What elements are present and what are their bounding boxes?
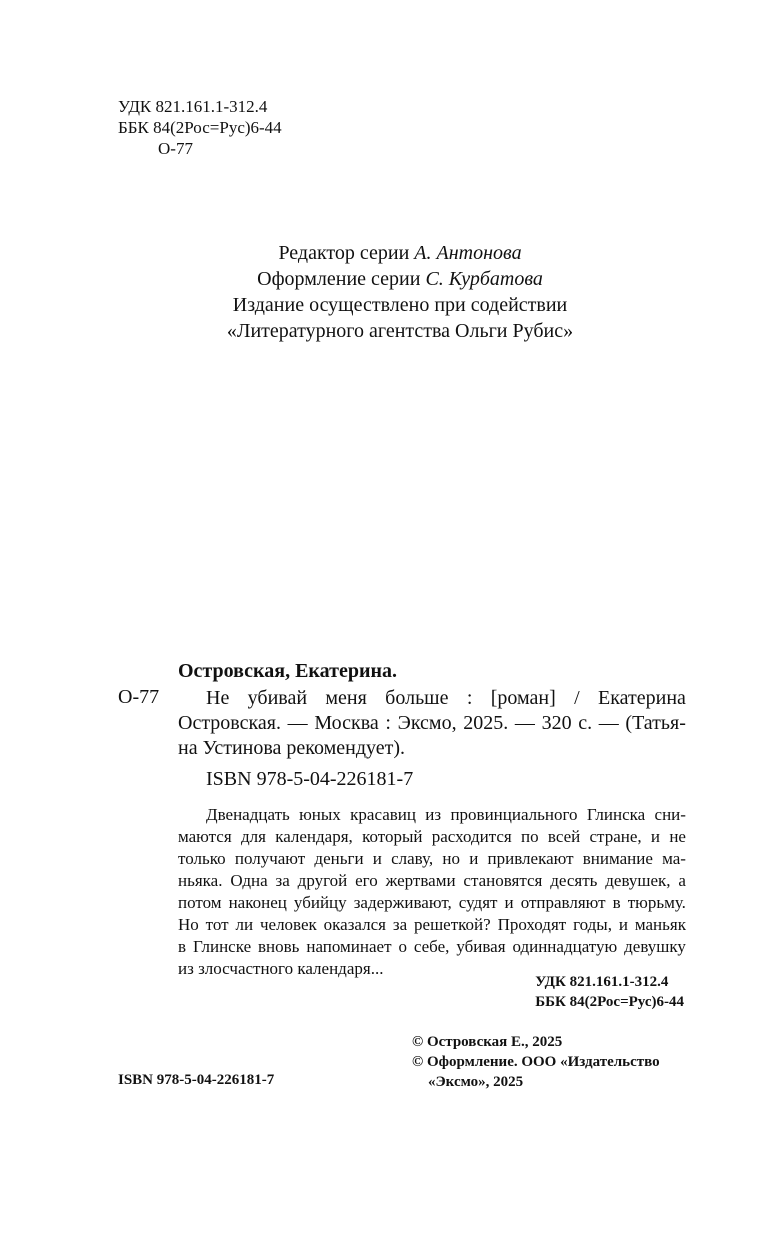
word: меня: [325, 687, 367, 709]
annotation-word: его: [355, 871, 378, 890]
annotation: [178, 804, 686, 980]
word: /: [574, 687, 580, 709]
annotation-word: только: [178, 849, 226, 868]
credits-block: [0, 240, 768, 344]
annotation-word: провинциального: [450, 805, 578, 824]
annotation-word: оказался: [323, 915, 386, 934]
annotation-word: жертвами: [385, 871, 456, 890]
annotation-line: [178, 826, 686, 848]
isbn-bottom: ISBN 978-5-04-226181-7: [118, 1072, 275, 1088]
annotation-word: для: [240, 827, 266, 846]
annotation-word: сни-: [654, 805, 686, 824]
annotation-last-line: из злосчастного календаря...: [178, 959, 384, 978]
annotation-word: Глинска: [586, 805, 646, 824]
annotation-word: и: [372, 849, 382, 868]
annotation-word: тот: [205, 915, 229, 934]
annotation-word: девушку: [624, 937, 686, 956]
word: [роман]: [490, 687, 556, 709]
word: —: [598, 712, 619, 734]
series-design-label: Оформление серии: [257, 268, 421, 290]
annotation-word: в: [178, 937, 187, 956]
annotation-word: задерживают,: [353, 893, 452, 912]
catalog-description: [178, 686, 686, 761]
annotation-word: деньги: [314, 849, 364, 868]
annotation-word: славу,: [391, 849, 434, 868]
word: 320: [541, 712, 572, 734]
annotation-word: и: [650, 827, 661, 846]
annotation-word: человек: [259, 915, 317, 934]
annotation-word: всей: [547, 827, 581, 846]
annotation-line: [178, 804, 686, 826]
annotation-word: убивая: [456, 937, 506, 956]
annotation-word: тюрьму.: [627, 893, 686, 912]
series-editor-label: Редактор серии: [278, 242, 410, 264]
annotation-word: и: [504, 893, 514, 912]
annotation-word: становятся: [463, 871, 543, 890]
catalog-code: О-77: [118, 686, 160, 708]
annotation-word: юных: [299, 805, 341, 824]
word: :: [466, 687, 473, 709]
annotation-line: [178, 936, 686, 958]
word: :: [385, 712, 391, 734]
annotation-word: привлекают: [487, 849, 574, 868]
annotation-word: судят: [458, 893, 498, 912]
annotation-word: Глинске: [192, 937, 252, 956]
annotation-word: который: [362, 827, 423, 846]
series-editor: [0, 240, 768, 266]
bbk-code: ББК 84(2Рос=Рус)6-44: [118, 118, 282, 137]
annotation-line: [178, 870, 686, 892]
annotation-word: получают: [234, 849, 306, 868]
annotation-word: стране,: [589, 827, 642, 846]
annotation-word: внимание: [582, 849, 653, 868]
catalog-line-3: на Устинова рекомендует).: [178, 737, 406, 759]
assist-line-2: «Литературного агентства Ольги Рубис»: [226, 320, 574, 342]
word: убивай: [247, 687, 308, 709]
word: (Татья-: [625, 712, 686, 734]
classification-bbk: ББК 84(2Рос=Рус)6-44: [535, 994, 684, 1010]
copyright-design: © Оформление. ООО «Издательство: [412, 1054, 660, 1070]
annotation-word: не: [669, 827, 686, 846]
annotation-word: календаря,: [275, 827, 353, 846]
annotation-word: за: [392, 915, 408, 934]
series-design: [0, 266, 768, 292]
word: с.: [578, 712, 593, 734]
annotation-word: а: [678, 871, 686, 890]
annotation-word: отправляют: [520, 893, 606, 912]
word: Эксмо,: [397, 712, 457, 734]
annotation-line: [178, 848, 686, 870]
annotation-word: Двенадцать: [206, 805, 290, 824]
word: Москва: [314, 712, 379, 734]
annotation-word: убийцу: [293, 893, 347, 912]
annotation-word: но: [442, 849, 460, 868]
annotation-word: Проходят: [497, 915, 567, 934]
annotation-word: себе,: [413, 937, 450, 956]
copyright-author: © Островская Е., 2025: [412, 1034, 563, 1050]
series-design-name: С. Курбатова: [425, 268, 543, 290]
annotation-word: другой: [297, 871, 348, 890]
catalog-isbn: ISBN 978-5-04-226181-7: [206, 768, 414, 790]
annotation-word: решеткой?: [414, 915, 491, 934]
annotation-word: о: [398, 937, 407, 956]
catalog-line-1: [178, 686, 686, 711]
annotation-line: [178, 892, 686, 914]
word: Не: [206, 687, 230, 709]
annotation-word: одиннадцатую: [512, 937, 618, 956]
annotation-word: напоминает: [306, 937, 392, 956]
annotation-word: в: [612, 893, 621, 912]
annotation-word: по: [521, 827, 539, 846]
assist-line-1: Издание осуществлено при содействии: [232, 294, 568, 316]
author-sign: О-77: [158, 139, 193, 158]
word: Екатерина: [598, 687, 686, 709]
annotation-word: вновь: [258, 937, 300, 956]
copyright-block: [412, 1032, 660, 1092]
udk-code: УДК 821.161.1-312.4: [118, 97, 268, 116]
catalog-author: Островская, Екатерина.: [178, 660, 398, 682]
annotation-word: десять: [550, 871, 598, 890]
copyright-publisher: «Эксмо», 2025: [428, 1074, 524, 1090]
annotation-word: Одна: [230, 871, 268, 890]
annotation-word: наконец: [228, 893, 287, 912]
annotation-word: потом: [178, 893, 222, 912]
word: 2025.: [463, 712, 509, 734]
annotation-word: красавиц: [350, 805, 416, 824]
annotation-word: девушек,: [605, 871, 671, 890]
catalog-line-2: [178, 711, 686, 736]
annotation-word: годы,: [573, 915, 612, 934]
series-editor-name: А. Антонова: [414, 242, 522, 264]
classification-udk: УДК 821.161.1-312.4: [535, 974, 669, 990]
annotation-word: за: [275, 871, 290, 890]
annotation-word: Но: [178, 915, 199, 934]
annotation-word: ньяка.: [178, 871, 223, 890]
annotation-word: маются: [178, 827, 232, 846]
annotation-word: и: [469, 849, 479, 868]
annotation-word: и: [618, 915, 628, 934]
word: —: [514, 712, 535, 734]
udk-bbk-header: [118, 96, 282, 159]
classification-block: [535, 972, 684, 1012]
annotation-word: ли: [235, 915, 254, 934]
annotation-word: из: [425, 805, 442, 824]
annotation-word: ма-: [662, 849, 686, 868]
annotation-word: маньяк: [634, 915, 686, 934]
word: больше: [385, 687, 449, 709]
word: Островская.: [178, 712, 281, 734]
word: —: [287, 712, 308, 734]
annotation-word: расходится: [431, 827, 512, 846]
annotation-line: [178, 914, 686, 936]
